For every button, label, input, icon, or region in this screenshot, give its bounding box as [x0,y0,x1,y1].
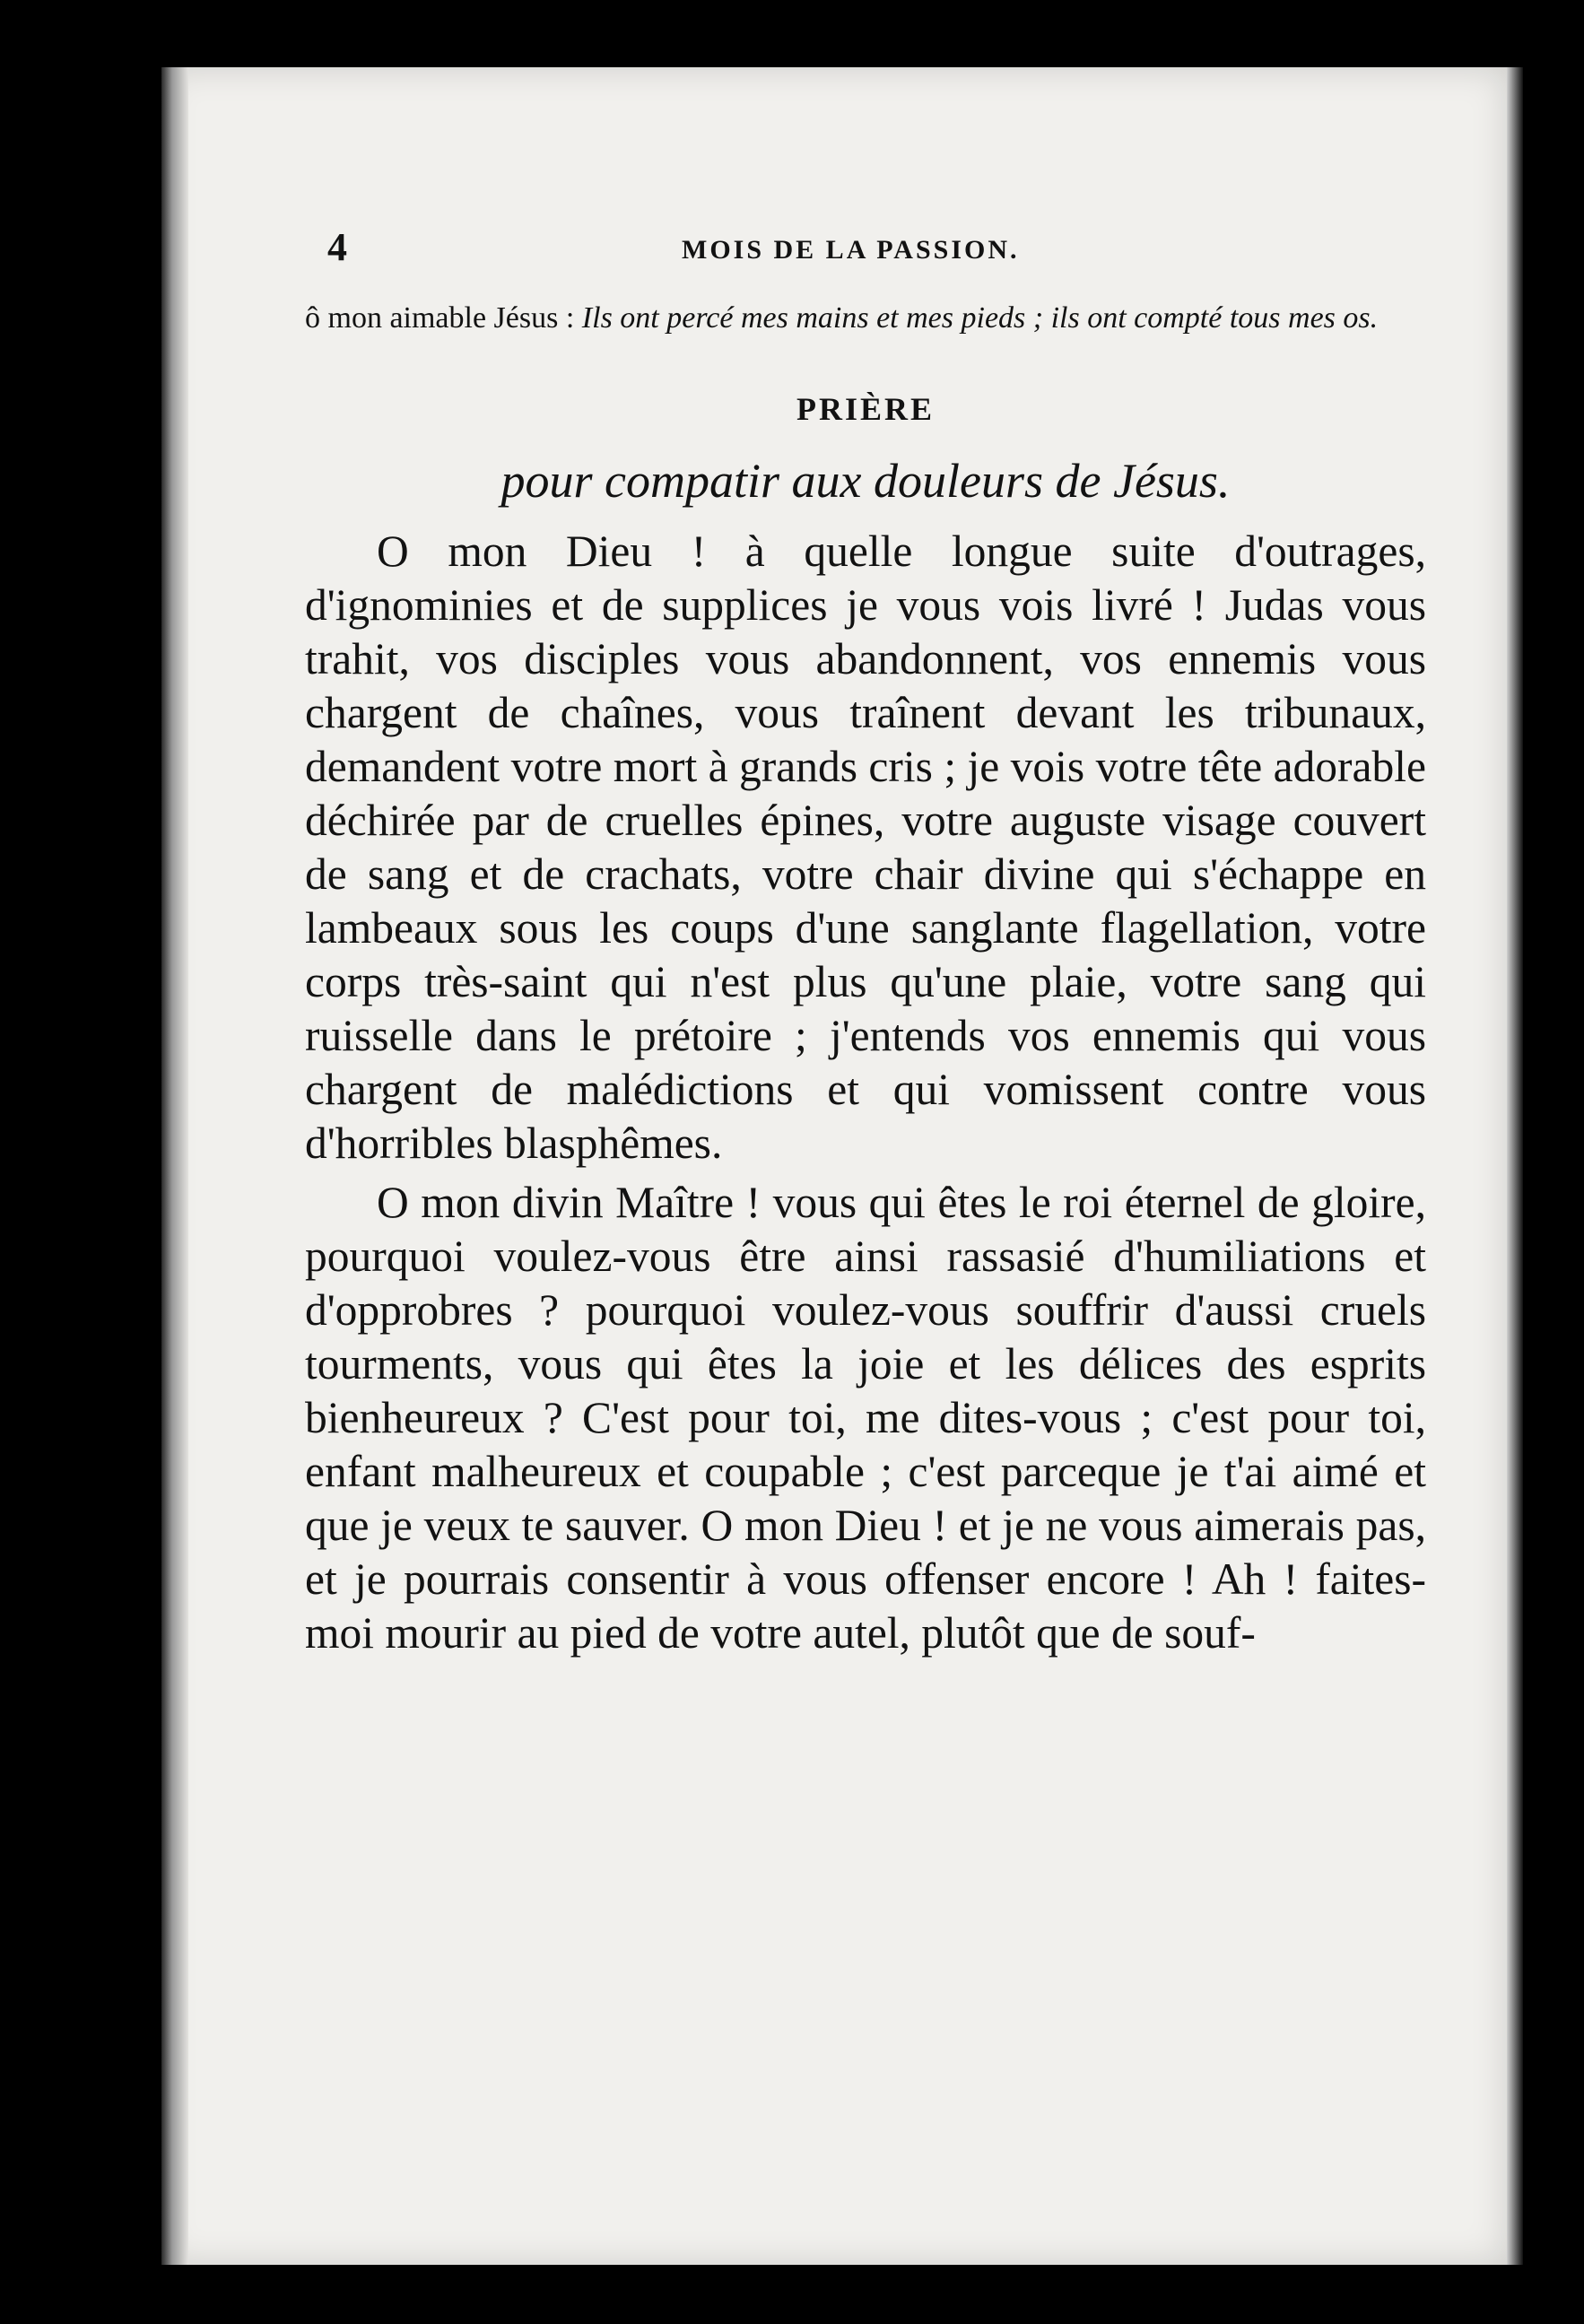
prayer-heading: PRIÈRE [796,391,936,427]
page-right-edge [1507,67,1523,2265]
prayer-paragraph: O mon divin Maître ! vous qui êtes le roi éternel de gloire, pourquoi voulez-vous être ainsi rassasié d'humiliations et d'opprobres ? pourquoi voulez-vous souffrir d'aussi cruels tourments, vous qui êtes la joie et les délices des esprits bienheureux ? C'est pour toi, me dites-vous ; c'est pour toi, enfant malheureux et coupable ; c'est parceque je t'ai aimé et que je veux te sauver. O mon Dieu ! et je ne vous aimerais pas, et je pourrais consentir à vous offenser encore ! Ah ! faites-moi mourir au pied de votre autel, plutôt que de souf- [305,1178,1426,1658]
page-number: 4 [327,225,347,269]
page-text-block [305,224,1426,1660]
running-title: MOIS DE LA PASSION. [682,235,1020,265]
intro-quote: Ils ont percé mes mains et mes pieds ; ils ont compté tous mes os. [581,301,1379,335]
intro-text [305,296,1426,341]
prayer-paragraph: O mon Dieu ! à quelle longue suite d'outrages, d'ignominies et de supplices je vous vois livré ! Judas vous trahit, vos disciples vous abandonnent, vos ennemis vous chargent de chaînes, vous traînent devant les tribunaux, demandent votre mort à grands cris ; je vois votre tête adorable déchirée par de cruelles épines, votre auguste visage couvert de sang et de crachats, votre chair divine qui s'échappe en lambeaux sous les coups d'une sanglante flagellation, votre corps très-saint qui n'est plus qu'une plaie, votre sang qui ruisselle dans le prétoire ; j'entends vos ennemis qui vous chargent de malédictions et qui vomissent contre vous d'horribles blasphêmes. [305,527,1426,1168]
page-header [305,224,1426,278]
book-spine-shadow [161,67,188,2265]
intro-plain: ô mon aimable Jésus : [305,301,582,335]
prayer-subheading: pour compatir aux douleurs de Jésus. [500,454,1231,508]
